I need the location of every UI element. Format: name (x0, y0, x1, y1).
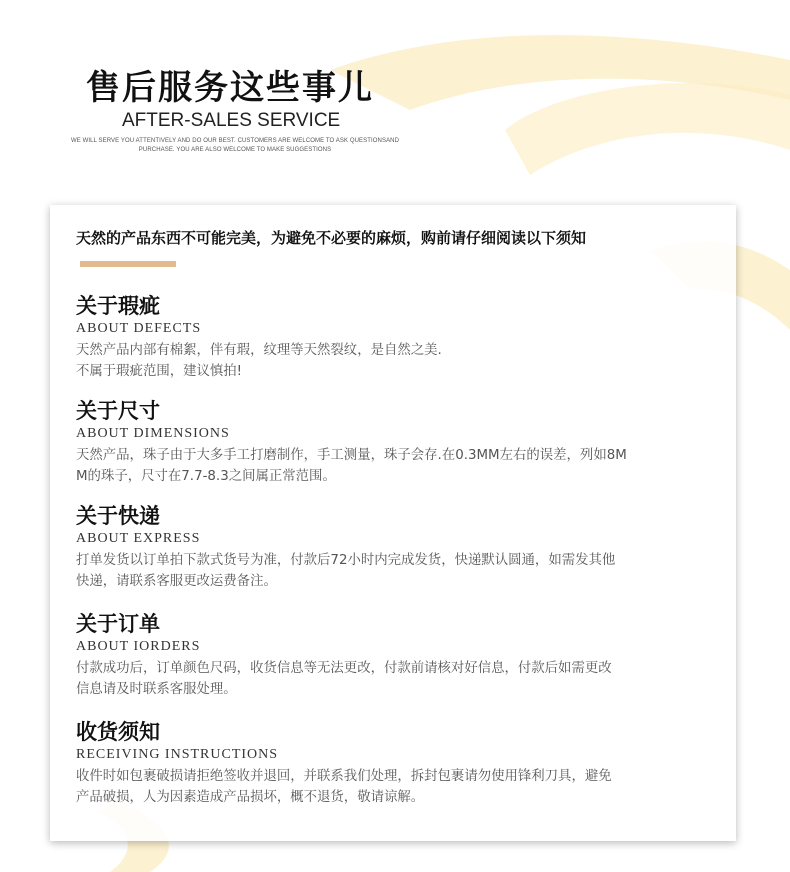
section-body (76, 445, 716, 487)
section-receiving (76, 719, 716, 808)
page-title: 售后服务这些事儿 (86, 68, 374, 108)
body-line: 不属于瑕疵范围，建议慎拍! (76, 364, 243, 379)
accent-divider (80, 261, 176, 267)
swirl-stroke-arc (505, 83, 790, 175)
body-line: 付款成功后，订单颜色尺码，收货信息等无法更改，付款前请核对好信息，付款后如需更改 (76, 661, 612, 676)
section-dimensions (76, 398, 716, 487)
body-line: M的珠子，尺寸在7.7-8.3之间属正常范围。 (76, 469, 336, 484)
section-express (76, 503, 716, 592)
section-body (76, 766, 716, 808)
section-title: 关于瑕疵 (76, 294, 160, 318)
section-orders (76, 611, 716, 700)
section-title: 关于尺寸 (76, 399, 160, 423)
notice-heading: 天然的产品东西不可能完美，为避免不必要的麻烦，购前请仔细阅读以下须知 (76, 229, 587, 247)
page-subtitle: AFTER-SALES SERVICE (122, 110, 341, 131)
tagline-line-1: WE WILL SERVE YOU ATTENTIVELY AND DO OUR BEST. CUSTOMERS ARE WELCOME TO ASK QUESTIONSAND (70, 138, 400, 144)
body-line: 打单发货以订单拍下款式货号为准，付款后72小时内完成发货，快递默认圆通，如需发其他 (76, 553, 616, 568)
body-line: 信息请及时联系客服处理。 (76, 682, 237, 697)
section-subtitle: ABOUT EXPRESS (76, 531, 201, 546)
section-subtitle: RECEIVING INSTRUCTIONS (76, 747, 279, 762)
notice-card (50, 205, 736, 841)
body-line: 天然产品内部有棉絮，伴有瑕，纹理等天然裂纹，是自然之美. (76, 343, 442, 358)
section-body (76, 550, 716, 592)
body-line: 天然产品，珠子由于大多手工打磨制作，手工测量，珠子会存.在0.3MM左右的误差，列如8M (76, 448, 627, 463)
body-line: 快递，请联系客服更改运费备注。 (76, 574, 277, 589)
section-title: 关于订单 (76, 612, 160, 636)
section-title: 收货须知 (76, 720, 160, 744)
section-title: 关于快递 (76, 504, 160, 528)
section-subtitle: ABOUT IORDERS (76, 639, 201, 654)
section-body (76, 658, 716, 700)
body-line: 收件时如包裹破损请拒绝签收并退回，并联系我们处理，拆封包裹请勿使用锋利刀具，避免 (76, 769, 612, 784)
tagline-line-2: PURCHASE. YOU ARE ALSO WELCOME TO MAKE SUGGESTIONS (138, 147, 332, 153)
section-defects (76, 293, 716, 382)
section-subtitle: ABOUT DEFECTS (76, 321, 202, 336)
section-subtitle: ABOUT DIMENSIONS (76, 426, 230, 441)
body-line: 产品破损，人为因素造成产品损坏，概不退货，敬请谅解。 (76, 790, 425, 805)
section-body (76, 340, 716, 382)
